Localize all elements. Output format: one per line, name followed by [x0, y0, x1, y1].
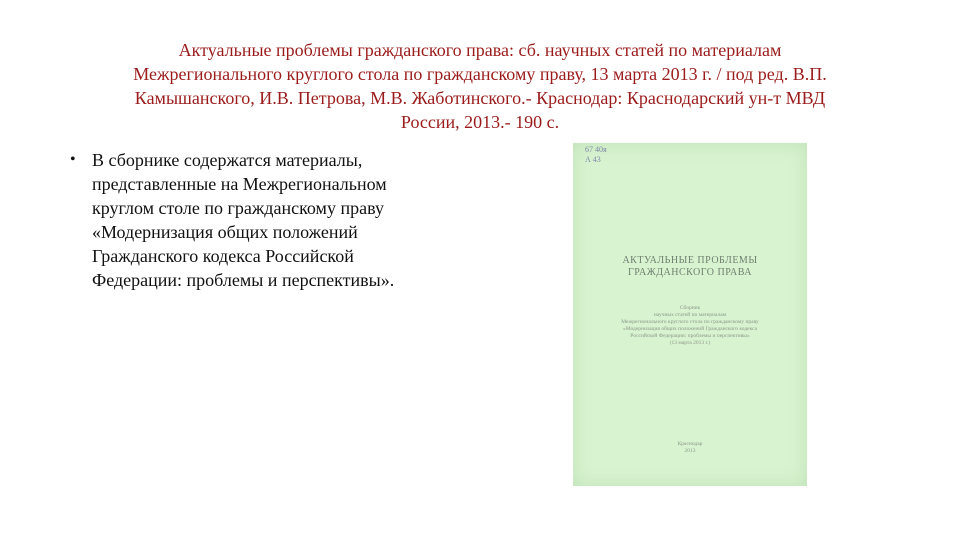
- title-line: Камышанского, И.В. Петрова, М.В. Жаботинского.- Краснодар: Краснодарский ун-т МВД: [134, 88, 826, 108]
- bullet-line: «Модернизация общих положений: [92, 222, 358, 242]
- bullet-line: Гражданского кодекса Российской: [92, 246, 354, 266]
- stamp-line: 67 40я: [585, 145, 607, 154]
- library-stamp: [585, 145, 607, 165]
- cover-body-line: «Модернизация общих положений Гражданского кодекса: [622, 326, 758, 332]
- cover-imprint: [573, 441, 807, 455]
- bullet-line: круглом столе по гражданскому праву: [92, 198, 384, 218]
- cover-body-line: Сборник: [679, 305, 701, 311]
- bullet-text: [92, 148, 452, 292]
- stamp-line: А 43: [585, 155, 601, 164]
- book-cover-image: [573, 143, 807, 486]
- cover-title-line: АКТУАЛЬНЫЕ ПРОБЛЕМЫ: [622, 255, 758, 266]
- cover-body-line: (13 марта 2013 г.): [669, 340, 711, 346]
- bullet-line: В сборнике содержатся материалы,: [92, 150, 363, 170]
- bullet-line: Федерации: проблемы и перспективы».: [92, 270, 395, 290]
- slide-title: [60, 38, 900, 134]
- cover-title-line: ГРАЖДАНСКОГО ПРАВА: [627, 267, 753, 278]
- cover-body-line: Межрегионального круглого стола по гражданскому праву: [621, 319, 759, 325]
- cover-body-line: Российской Федерации: проблемы и перспективы»: [630, 333, 750, 339]
- cover-title: [573, 255, 807, 279]
- title-line: Межрегионального круглого стола по гражданскому праву, 13 марта 2013 г. / под ред. В.П.: [133, 64, 827, 84]
- title-line: Актуальные проблемы гражданского права: сб. научных статей по материалам: [178, 40, 782, 60]
- cover-body-line: научных статей по материалам: [653, 312, 727, 318]
- cover-subtitle: [581, 305, 799, 347]
- title-line: России, 2013.- 190 с.: [400, 112, 560, 132]
- bullet-marker: •: [70, 151, 76, 168]
- cover-foot-line: 2013: [684, 448, 696, 454]
- bullet-line: представленные на Межрегиональном: [92, 174, 387, 194]
- cover-foot-line: Краснодар: [677, 441, 703, 447]
